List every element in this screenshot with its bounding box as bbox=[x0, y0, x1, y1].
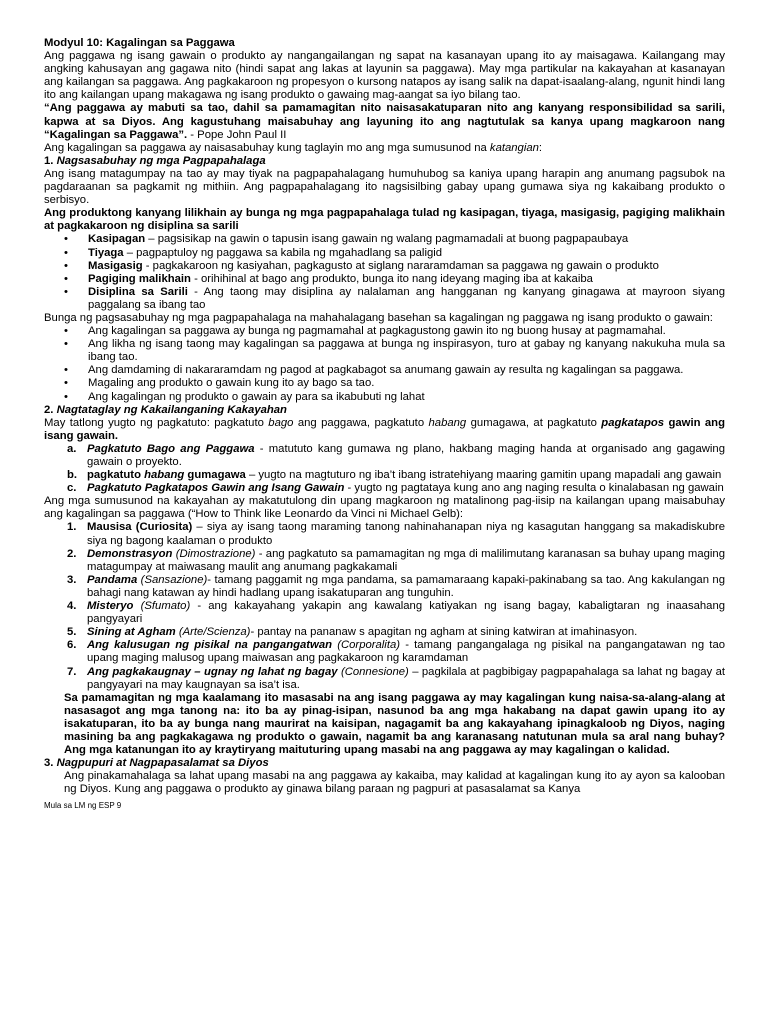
list-marker: 7. bbox=[67, 665, 77, 678]
ability-term: Ang kalusugan ng pisikal na pangangatwan bbox=[87, 639, 333, 652]
stage-term: gumagawa bbox=[184, 469, 246, 482]
section-3-title: Nagpupuri at Nagpapasalamat sa Diyos bbox=[56, 757, 269, 770]
section-2-title: Nagtataglay ng Kakailanganing Kakayahan bbox=[56, 403, 287, 416]
ability-italian: (Connesione) bbox=[337, 665, 409, 678]
source-footer: Mula sa LM ng ESP 9 bbox=[44, 801, 122, 811]
value-desc: - orihihinal at bago ang produkto, bunga ito nang ideyang maging iba at kakaiba bbox=[190, 272, 593, 285]
katangian-colon: : bbox=[538, 141, 543, 154]
list-item bbox=[44, 469, 725, 482]
ability-desc: – pagkilala at pagbibigay pagpapahalaga sa lahat ng bagay at pangyayari na may kaugnayan sa isa’t isa. bbox=[87, 665, 725, 691]
list-item bbox=[44, 600, 725, 626]
stage-desc: - matututo kang gumawa ng plano, hakbang maging handa at organisado ang gagawing gawain o proyekto. bbox=[87, 442, 725, 468]
list-item: • Ang damdaming di nakararamdam ng pagod at pagkabagot sa anumang gawain ay resulta ng kagalingan sa paggawa. bbox=[44, 364, 725, 377]
value-term: Pagiging malikhain bbox=[88, 272, 191, 285]
abilities-numbered-list bbox=[44, 521, 725, 691]
value-desc: – pagsisikap na gawin o tapusin isang gawain ng walang pagmamadali at buong pagpapaubaya bbox=[145, 233, 629, 246]
intro-paragraph: Ang paggawa ng isang gawain o produkto ay nangangailangan ng sapat na kasanayan upang ito ay maisagawa. Kailangang may angking kahusayan ang gagawa nito (hindi sapat ang lakas at layunin sa paggawa). May mga partikular na kakayahan at kasanayan ang kailangan sa paggawa. Ang pagkakaroon ng propesyon o kursong natapos ay isang salik na dapat-isaalang-alang, ngunit hindi lang ito ang kailangan upang makagawa ng isang produkto o gawaing mag-aangat sa iyo bilang tao. bbox=[44, 50, 725, 102]
text-run: May tatlong yugto ng pagkatuto: pagkatuto bbox=[44, 416, 269, 429]
list-item bbox=[44, 639, 725, 665]
section-2-paragraph-3 bbox=[44, 692, 725, 757]
list-marker: 6. bbox=[67, 639, 77, 652]
section-2-heading bbox=[44, 404, 725, 417]
value-term: Masigasig bbox=[88, 259, 143, 272]
list-item bbox=[44, 443, 725, 469]
list-item bbox=[44, 233, 725, 246]
list-item bbox=[44, 260, 725, 273]
list-marker: 3. bbox=[67, 573, 77, 586]
ability-italian: (Arte/Scienza) bbox=[175, 626, 251, 639]
list-item: • Magaling ang produkto o gawain kung ito ay bago sa tao. bbox=[44, 377, 725, 390]
section-2-number: 2. bbox=[44, 403, 57, 416]
results-bullet-list bbox=[44, 325, 725, 404]
list-marker: 5. bbox=[67, 626, 77, 639]
value-desc: - Ang taong may disiplina ay nalalaman ang hangganan ng kanyang ginagawa at mayroon siyang paggalang sa ibang tao bbox=[88, 285, 725, 311]
stage-desc: - yugto ng pagtataya kung ano ang naging resulta o kinalabasan ng gawain bbox=[344, 482, 724, 495]
list-marker: b. bbox=[67, 469, 78, 482]
list-marker: c. bbox=[67, 482, 77, 495]
ability-term: Misteryo bbox=[87, 600, 134, 613]
list-item bbox=[44, 273, 725, 286]
ability-desc: - pantay na pananaw s apagitan ng agham at sining katwiran at imahinasyon. bbox=[250, 626, 638, 639]
ability-term: Demonstrasyon bbox=[87, 547, 173, 560]
stage-term: pagkatuto bbox=[87, 469, 145, 482]
section-1-paragraph-1: Ang isang matagumpay na tao ay may tiyak na pagpapahalagang humuhubog sa kaniya upang harapin ang anumang pagsubok na pagdaraanan sa pagkamit ng mithiin. Ang pagpapahalagang ito nagsisilbing gabay upang gumawa siya ng kakaibang produkto o serbisyo. bbox=[44, 167, 725, 207]
ability-desc: - ang pagkatuto sa pamamagitan ng mga di malilimutang karanasan sa buhay upang maging matagumpay at maiwasang maulit ang anumang pagkakamali bbox=[87, 547, 725, 573]
section-3-heading bbox=[44, 757, 725, 770]
ability-term: Sining at Agham bbox=[87, 626, 176, 639]
learning-stages-list bbox=[44, 443, 725, 495]
stage-term: Pagkatuto Bago ang Paggawa bbox=[87, 442, 255, 455]
list-item bbox=[44, 574, 725, 600]
section-1-paragraph-2-text: Ang produktong kanyang lilikhain ay bunga ng mga pagpapahalaga tulad ng kasipagan, tiyaga, masigasig, pagiging malikhain at pagkakaroon ng disiplina sa sarili bbox=[44, 207, 725, 233]
stage-term: Pagkatuto Pagkatapos Gawin ang Isang Gawain bbox=[87, 482, 345, 495]
section-3-number: 3. bbox=[44, 757, 57, 770]
value-term: Disiplina sa Sarili bbox=[88, 285, 188, 298]
text-run: pagkatapos bbox=[601, 416, 665, 429]
list-marker: 2. bbox=[67, 547, 77, 560]
value-term: Tiyaga bbox=[88, 246, 124, 259]
text-run: gawin ang isang gawain. bbox=[44, 416, 725, 442]
ability-italian: (Sansazione) bbox=[137, 573, 208, 586]
ability-term: Ang pagkakaugnay – ugnay ng lahat ng bagay bbox=[87, 665, 338, 678]
list-marker: 1. bbox=[67, 521, 77, 534]
text-run: gumagawa, at pagkatuto bbox=[466, 416, 602, 429]
document-page bbox=[44, 37, 725, 810]
ability-desc: - tamang pangangalaga ng pisikal na pangangatawan ng tao upang maging malusog upang maiwasan ang pagkakaroon ng karamdaman bbox=[87, 639, 726, 665]
section-2-paragraph-3-text: Sa pamamagitan ng mga kaalamang ito masasabi na ang isang paggawa ay may kagalingan kung naisa-sa-alang-alang at nasasagot ang mga tanong na: ito ba ay pinag-isipan, nasunod ba ang mga hakabang na dapat gawin upang ito ay isakatuparan, ito ba ay bunga nang maurirat na kaisipan, nagagamit ba ang kakayahang ipinagkaloob ng Diyos, naging masining ba ang pagkakagawa ng produkto o gawain, nagamit ba ang karanasang natutunan mula sa aral nang buhay? Ang mga katanungan ito ay kraytiryang maituturing upang masabi na ang paggawa ay may kagalingan o kalidad. bbox=[64, 691, 725, 757]
ability-desc: – siya ay isang taong maraming tanong nahinahanapan niya ng kasagutan hanggang sa makadiskubre siya ng bagong kaalaman o produkto bbox=[87, 521, 725, 547]
ability-italian: (Sfumato) bbox=[133, 600, 191, 613]
ability-italian: (Corporalita) bbox=[332, 639, 401, 652]
quote-text: “Ang paggawa ay mabuti sa tao, dahil sa pamamagitan nito naisasakatuparan nito ang kanyang responsibilidad sa sarili, kapwa at sa Diyos. Ang kagustuhang maisabuhay ang layuning ito ang nagtutulak sa kanya upang magkaroon nang “Kagalingan sa Paggawa”. bbox=[44, 102, 725, 141]
section-1-title: Nagsasabuhay ng mga Pagpapahalaga bbox=[56, 154, 266, 167]
katangian-paragraph bbox=[44, 142, 725, 155]
list-item bbox=[44, 666, 725, 692]
list-item bbox=[44, 548, 725, 574]
list-item: • Ang likha ng isang taong may kagalingan sa paggawa at bunga ng inspirasyon, turo at gabay ng kanyang nakukuha mula sa ibang tao. bbox=[44, 338, 725, 364]
quote-author: - Pope John Paul II bbox=[187, 128, 287, 141]
stage-desc: – yugto na magtuturo ng iba’t ibang istratehiyang maaring gamitin upang mapadali ang gawain bbox=[245, 469, 722, 482]
list-item bbox=[44, 626, 725, 639]
list-item bbox=[44, 286, 725, 312]
section-2-paragraph-2: Ang mga sumusunod na kakayahan ay makatutulong din upang magkaroon ng matalinong pag-iisip na kailangan upang maisabuhay ang kagalingan sa paggawa (“How to Think like Leonardo da Vinci ni Michael Gelb): bbox=[44, 495, 725, 521]
list-item: • Ang kagalingan ng produkto o gawain ay para sa ikabubuti ng lahat bbox=[44, 391, 725, 404]
quote-paragraph bbox=[44, 102, 725, 141]
katangian-word: katangian bbox=[489, 141, 539, 154]
katangian-lead: Ang kagalingan sa paggawa ay naisasabuhay kung taglayin mo ang mga sumusunod na bbox=[44, 141, 490, 154]
list-marker: 4. bbox=[67, 600, 77, 613]
ability-term: Pandama bbox=[87, 573, 138, 586]
section-1-heading bbox=[44, 155, 725, 168]
value-desc: – pagpaptuloy ng paggawa sa kabila ng mgahadlang sa paligid bbox=[123, 246, 443, 259]
list-item bbox=[44, 247, 725, 260]
module-title: Modyul 10: Kagalingan sa Paggawa bbox=[44, 37, 235, 49]
values-bullet-list bbox=[44, 233, 725, 312]
section-2-paragraph-1 bbox=[44, 417, 725, 443]
stage-term: habang bbox=[144, 469, 185, 482]
value-desc: - pagkakaroon ng kasiyahan, pagkagusto at siglang nararamdaman sa paggawa ng gawain o produkto bbox=[142, 259, 659, 272]
text-run: bago bbox=[268, 416, 294, 429]
list-item: • Ang kagalingan sa paggawa ay bunga ng pagmamahal at pagkagustong gawin ito ng buong husay at pagmamahal. bbox=[44, 325, 725, 338]
ability-desc: - tamang paggamit ng mga pandama, sa pamamaraang kapaki-pakinabang sa tao. Ang kakulangan ng bahagi nang katawan ay hindi hadlang upang isakatuparan ang tunguhin. bbox=[87, 573, 725, 599]
text-run: habang bbox=[428, 416, 467, 429]
section-1-paragraph-3: Bunga ng pagsasabuhay ng mga pagpapahalaga na mahahalagang basehan sa kagalingan ng paggawa ng isang produkto o gawain: bbox=[44, 311, 713, 324]
ability-italian: (Dimostrazione) bbox=[172, 547, 256, 560]
list-marker: a. bbox=[67, 442, 77, 455]
section-3-paragraph-1: Ang pinakamahalaga sa lahat upang masabi na ang paggawa ay kakaiba, may kalidad at kagalingan kung ito ay ayon sa kalooban ng Diyos. Kung ang paggawa o produkto ay ginawa bilang paraan ng pagpuri at pasasalamat sa Kanya bbox=[64, 770, 725, 796]
value-term: Kasipagan bbox=[88, 233, 146, 246]
section-1-number: 1. bbox=[44, 154, 57, 167]
section-1-paragraph-2 bbox=[44, 207, 725, 233]
ability-desc: - ang kakayahang yakapin ang kawalang katiyakan ng isang bagay, kabaligtaran ng inaasahang pangyayari bbox=[87, 600, 726, 626]
list-item bbox=[44, 482, 725, 495]
text-run: ang paggawa, pagkatuto bbox=[293, 416, 429, 429]
list-item bbox=[44, 521, 725, 547]
ability-term: Mausisa (Curiosita) bbox=[87, 521, 193, 534]
